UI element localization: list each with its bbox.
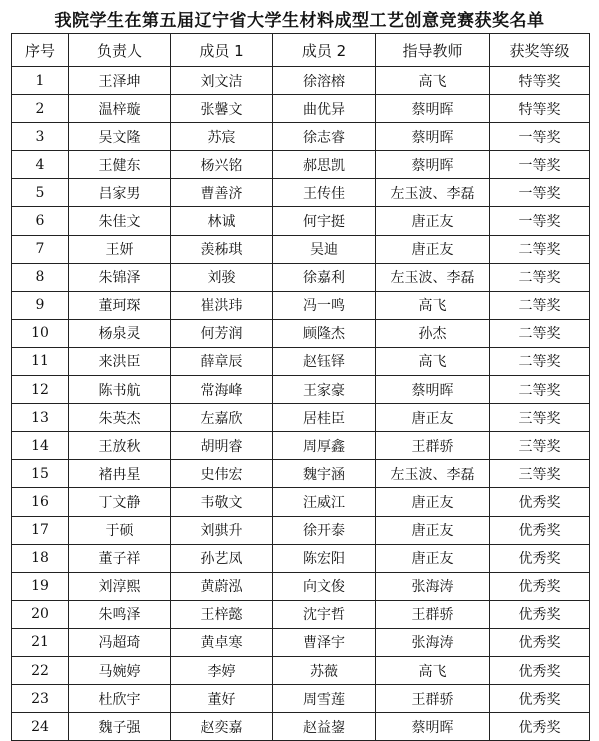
- cell-member-1: 王梓懿: [171, 600, 273, 628]
- cell-award-level: 优秀奖: [490, 713, 590, 741]
- cell-member-1: 黄蔚泓: [171, 572, 273, 600]
- cell-member-2: 曲优异: [273, 95, 376, 123]
- cell-advisor: 蔡明晖: [376, 123, 490, 151]
- cell-member-2: 冯一鸣: [273, 291, 376, 319]
- cell-member-2: 陈宏阳: [273, 544, 376, 572]
- cell-index: 3: [12, 123, 69, 151]
- cell-member-1: 董好: [171, 685, 273, 713]
- table-row: [12, 151, 590, 179]
- table-row: [12, 460, 590, 488]
- cell-leader: 朱佳文: [69, 207, 171, 235]
- cell-member-2: 沈宇哲: [273, 600, 376, 628]
- cell-leader: 王泽坤: [69, 67, 171, 95]
- cell-member-1: 史伟宏: [171, 460, 273, 488]
- cell-leader: 褚冉星: [69, 460, 171, 488]
- cell-member-2: 王家豪: [273, 376, 376, 404]
- cell-award-level: 二等奖: [490, 291, 590, 319]
- table-row: [12, 432, 590, 460]
- cell-leader: 董子祥: [69, 544, 171, 572]
- cell-advisor: 蔡明晖: [376, 95, 490, 123]
- cell-advisor: 左玉波、李磊: [376, 179, 490, 207]
- table-row: [12, 516, 590, 544]
- table-header-row: [12, 34, 590, 67]
- cell-advisor: 高飞: [376, 67, 490, 95]
- cell-advisor: 张海涛: [376, 628, 490, 656]
- table-row: [12, 235, 590, 263]
- cell-index: 5: [12, 179, 69, 207]
- table-row: [12, 123, 590, 151]
- cell-award-level: 优秀奖: [490, 516, 590, 544]
- header-leader: 负责人: [69, 34, 171, 67]
- table-row: [12, 572, 590, 600]
- table-row: [12, 207, 590, 235]
- cell-index: 8: [12, 263, 69, 291]
- cell-member-1: 苏宸: [171, 123, 273, 151]
- cell-member-1: 黄卓寒: [171, 628, 273, 656]
- cell-member-1: 胡明睿: [171, 432, 273, 460]
- cell-leader: 王放秋: [69, 432, 171, 460]
- cell-advisor: 唐正友: [376, 235, 490, 263]
- cell-award-level: 优秀奖: [490, 628, 590, 656]
- cell-member-1: 韦敬文: [171, 488, 273, 516]
- cell-leader: 温梓璇: [69, 95, 171, 123]
- cell-leader: 丁文静: [69, 488, 171, 516]
- table-row: [12, 67, 590, 95]
- cell-member-2: 顾隆杰: [273, 319, 376, 347]
- cell-member-1: 薛章辰: [171, 347, 273, 375]
- cell-index: 2: [12, 95, 69, 123]
- cell-advisor: 王群骄: [376, 432, 490, 460]
- cell-member-2: 郝思凯: [273, 151, 376, 179]
- cell-index: 13: [12, 404, 69, 432]
- cell-award-level: 优秀奖: [490, 685, 590, 713]
- cell-award-level: 优秀奖: [490, 572, 590, 600]
- cell-advisor: 孙杰: [376, 319, 490, 347]
- cell-index: 9: [12, 291, 69, 319]
- cell-index: 17: [12, 516, 69, 544]
- cell-advisor: 蔡明晖: [376, 151, 490, 179]
- table-row: [12, 404, 590, 432]
- table-row: [12, 347, 590, 375]
- cell-index: 10: [12, 319, 69, 347]
- cell-index: 14: [12, 432, 69, 460]
- table-row: [12, 179, 590, 207]
- cell-member-2: 魏宇涵: [273, 460, 376, 488]
- table-row: [12, 376, 590, 404]
- cell-member-1: 林诚: [171, 207, 273, 235]
- cell-member-1: 常海峰: [171, 376, 273, 404]
- cell-leader: 马婉婷: [69, 656, 171, 684]
- cell-award-level: 优秀奖: [490, 488, 590, 516]
- cell-award-level: 优秀奖: [490, 600, 590, 628]
- cell-member-2: 赵钰铎: [273, 347, 376, 375]
- cell-member-1: 崔洪玮: [171, 291, 273, 319]
- cell-leader: 董珂琛: [69, 291, 171, 319]
- cell-award-level: 优秀奖: [490, 656, 590, 684]
- cell-member-2: 徐开泰: [273, 516, 376, 544]
- cell-leader: 王健东: [69, 151, 171, 179]
- header-member-2: 成员 2: [273, 34, 376, 67]
- cell-member-2: 周雪莲: [273, 685, 376, 713]
- cell-member-2: 徐志睿: [273, 123, 376, 151]
- cell-member-1: 左嘉欣: [171, 404, 273, 432]
- cell-award-level: 优秀奖: [490, 544, 590, 572]
- cell-advisor: 唐正友: [376, 544, 490, 572]
- cell-advisor: 张海涛: [376, 572, 490, 600]
- cell-leader: 朱锦泽: [69, 263, 171, 291]
- cell-index: 1: [12, 67, 69, 95]
- cell-index: 22: [12, 656, 69, 684]
- table-row: [12, 95, 590, 123]
- cell-member-1: 张馨文: [171, 95, 273, 123]
- cell-index: 18: [12, 544, 69, 572]
- cell-advisor: 左玉波、李磊: [376, 460, 490, 488]
- cell-member-1: 孙艺凤: [171, 544, 273, 572]
- cell-member-1: 刘骐升: [171, 516, 273, 544]
- cell-index: 16: [12, 488, 69, 516]
- cell-award-level: 二等奖: [490, 235, 590, 263]
- cell-member-2: 苏薇: [273, 656, 376, 684]
- cell-index: 19: [12, 572, 69, 600]
- cell-member-2: 曹泽宇: [273, 628, 376, 656]
- cell-award-level: 特等奖: [490, 95, 590, 123]
- cell-leader: 冯超琦: [69, 628, 171, 656]
- award-table: [11, 33, 590, 741]
- cell-advisor: 唐正友: [376, 488, 490, 516]
- cell-index: 24: [12, 713, 69, 741]
- cell-index: 6: [12, 207, 69, 235]
- cell-advisor: 高飞: [376, 656, 490, 684]
- cell-advisor: 蔡明晖: [376, 376, 490, 404]
- cell-member-2: 赵益鋆: [273, 713, 376, 741]
- cell-leader: 朱鸣泽: [69, 600, 171, 628]
- cell-advisor: 王群骄: [376, 685, 490, 713]
- cell-member-1: 曹善济: [171, 179, 273, 207]
- cell-award-level: 二等奖: [490, 263, 590, 291]
- cell-advisor: 唐正友: [376, 516, 490, 544]
- table-row: [12, 544, 590, 572]
- table-body: [12, 67, 590, 741]
- cell-member-1: 刘骏: [171, 263, 273, 291]
- cell-index: 4: [12, 151, 69, 179]
- cell-advisor: 唐正友: [376, 404, 490, 432]
- cell-member-2: 何宇挺: [273, 207, 376, 235]
- cell-advisor: 高飞: [376, 291, 490, 319]
- cell-award-level: 一等奖: [490, 179, 590, 207]
- table-row: [12, 488, 590, 516]
- cell-member-1: 羡秭琪: [171, 235, 273, 263]
- table-row: [12, 628, 590, 656]
- cell-leader: 陈书航: [69, 376, 171, 404]
- cell-leader: 来洪臣: [69, 347, 171, 375]
- table-row: [12, 713, 590, 741]
- cell-advisor: 蔡明晖: [376, 713, 490, 741]
- cell-index: 23: [12, 685, 69, 713]
- cell-leader: 魏子强: [69, 713, 171, 741]
- cell-award-level: 一等奖: [490, 123, 590, 151]
- cell-award-level: 二等奖: [490, 347, 590, 375]
- cell-award-level: 特等奖: [490, 67, 590, 95]
- cell-index: 15: [12, 460, 69, 488]
- cell-member-1: 赵奕嘉: [171, 713, 273, 741]
- cell-leader: 杨泉灵: [69, 319, 171, 347]
- cell-leader: 于硕: [69, 516, 171, 544]
- table-row: [12, 685, 590, 713]
- cell-member-2: 徐溶榕: [273, 67, 376, 95]
- document-title: 我院学生在第五届辽宁省大学生材料成型工艺创意竞赛获奖名单: [54, 11, 545, 31]
- cell-leader: 吴文隆: [69, 123, 171, 151]
- table-row: [12, 291, 590, 319]
- cell-award-level: 一等奖: [490, 207, 590, 235]
- cell-advisor: 左玉波、李磊: [376, 263, 490, 291]
- cell-member-1: 何芳润: [171, 319, 273, 347]
- cell-advisor: 唐正友: [376, 207, 490, 235]
- cell-award-level: 二等奖: [490, 319, 590, 347]
- header-index: 序号: [12, 34, 69, 67]
- cell-member-2: 居桂臣: [273, 404, 376, 432]
- cell-member-1: 刘文洁: [171, 67, 273, 95]
- cell-member-2: 王传佳: [273, 179, 376, 207]
- cell-award-level: 三等奖: [490, 460, 590, 488]
- cell-leader: 刘淳熙: [69, 572, 171, 600]
- cell-member-1: 杨兴铭: [171, 151, 273, 179]
- cell-leader: 朱英杰: [69, 404, 171, 432]
- table-row: [12, 600, 590, 628]
- cell-leader: 吕家男: [69, 179, 171, 207]
- cell-award-level: 三等奖: [490, 404, 590, 432]
- cell-index: 12: [12, 376, 69, 404]
- cell-leader: 杜欣宇: [69, 685, 171, 713]
- cell-index: 21: [12, 628, 69, 656]
- cell-advisor: 王群骄: [376, 600, 490, 628]
- cell-leader: 王妍: [69, 235, 171, 263]
- cell-member-2: 徐嘉利: [273, 263, 376, 291]
- cell-award-level: 一等奖: [490, 151, 590, 179]
- header-advisor: 指导教师: [376, 34, 490, 67]
- cell-award-level: 二等奖: [490, 376, 590, 404]
- cell-advisor: 高飞: [376, 347, 490, 375]
- cell-index: 11: [12, 347, 69, 375]
- cell-award-level: 三等奖: [490, 432, 590, 460]
- table-row: [12, 263, 590, 291]
- cell-member-2: 周厚鑫: [273, 432, 376, 460]
- header-award-level: 获奖等级: [490, 34, 590, 67]
- cell-member-1: 李婷: [171, 656, 273, 684]
- cell-index: 7: [12, 235, 69, 263]
- cell-member-2: 向文俊: [273, 572, 376, 600]
- cell-member-2: 汪威江: [273, 488, 376, 516]
- cell-member-2: 吴迪: [273, 235, 376, 263]
- header-member-1: 成员 1: [171, 34, 273, 67]
- table-row: [12, 319, 590, 347]
- cell-index: 20: [12, 600, 69, 628]
- table-row: [12, 656, 590, 684]
